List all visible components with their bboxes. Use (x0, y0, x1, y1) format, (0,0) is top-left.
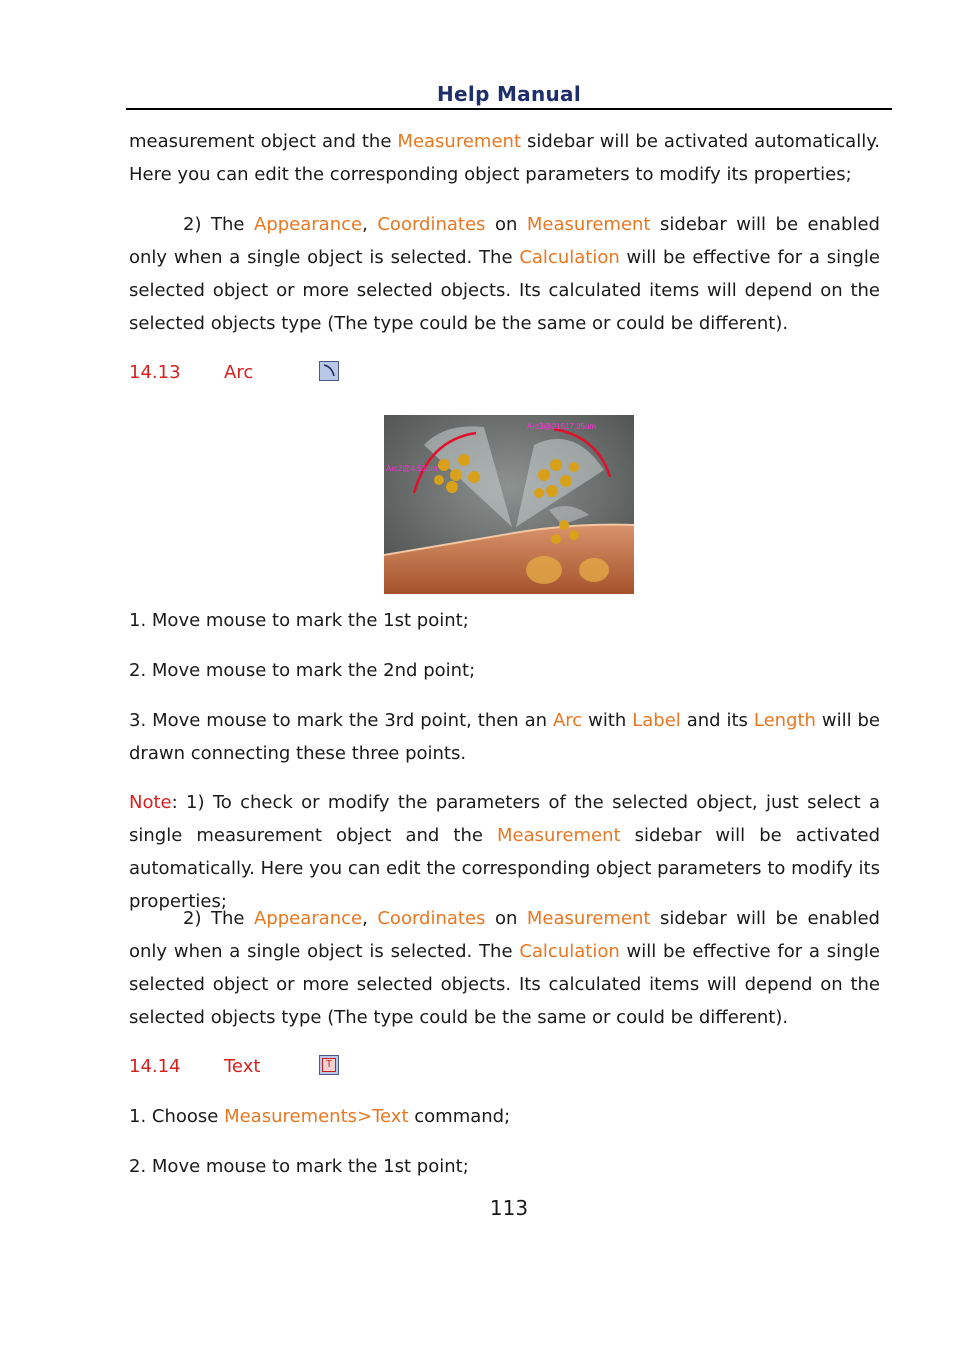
paragraph-appearance (129, 208, 880, 340)
section-title: Text (224, 1056, 261, 1077)
coordinates-term: Coordinates (377, 214, 486, 235)
text-run: : 1) To check or modify the parameters of the selected object, just select a single measurement object and the (129, 792, 880, 846)
text-run: , (362, 214, 378, 235)
text-run: 1. Choose (129, 1106, 225, 1127)
note-paragraph (129, 786, 880, 918)
text-run: 2) The (183, 214, 255, 235)
text-run: 3. Move mouse to mark the 3rd point, then an (129, 710, 553, 731)
arc-label-left: Arc2@4.51um (386, 464, 438, 473)
step-arc-2: 2. Move mouse to mark the 2nd point; (129, 660, 476, 681)
section-title: Arc (224, 362, 254, 383)
section-heading-text (129, 1056, 260, 1077)
text-run: on (485, 908, 527, 929)
text-run: sidebar will be enabled only when a single object is selected. The (129, 908, 880, 962)
page-number: 113 (489, 1196, 529, 1220)
step-arc-1: 1. Move mouse to mark the 1st point; (129, 610, 469, 631)
measurement-term: Measurement (526, 214, 651, 235)
text-tool-icon (319, 1055, 339, 1075)
text-run: will be drawn connecting these three points. (129, 710, 881, 764)
appearance-term: Appearance (254, 908, 363, 929)
text-glyph: T (322, 1058, 336, 1072)
paragraph-measurement-sidebar (129, 125, 880, 191)
text-run: sidebar will be activated automatically. Here you can edit the corresponding object parameters to modify its properties; (129, 131, 880, 185)
note-label: Note (129, 792, 172, 813)
step-text-1 (129, 1100, 880, 1133)
arc-tool-icon (319, 361, 339, 381)
text-run: 2) The (183, 908, 255, 929)
measurement-link: Measurement (397, 131, 521, 152)
header-divider (126, 108, 892, 110)
appearance-term: Appearance (254, 214, 363, 235)
text-run: on (485, 214, 527, 235)
text-run: , (362, 908, 378, 929)
text-run: with (582, 710, 633, 731)
section-heading-arc (129, 362, 253, 383)
microscope-image (384, 415, 634, 594)
arc-glyph (320, 362, 338, 380)
measurement-term: Measurement (526, 908, 651, 929)
arc-label-top: Arc3@21617.35um (527, 422, 597, 431)
text-run: will be effective for a single selected object or more selected objects. Its calculated items will depend on the selected objects type (The type could be the same or could be different). (129, 247, 880, 334)
label-term: Label (632, 710, 681, 731)
step-text-2: 2. Move mouse to mark the 1st point; (129, 1156, 469, 1177)
measurements-text-command: Measurements>Text (224, 1106, 409, 1127)
calculation-term: Calculation (519, 941, 620, 962)
text-run: sidebar will be enabled only when a single object is selected. The (129, 214, 880, 268)
calculation-term: Calculation (519, 247, 620, 268)
section-number: 14.14 (129, 1056, 181, 1077)
header-title: Help Manual (437, 82, 581, 106)
text-run: sidebar will be activated automatically. Here you can edit the corresponding object parameters to modify its properties; (129, 825, 880, 912)
text-run: and its (680, 710, 754, 731)
arc-term: Arc (552, 710, 583, 731)
length-term: Length (753, 710, 816, 731)
section-number: 14.13 (129, 362, 181, 383)
coordinates-term: Coordinates (377, 908, 486, 929)
measurement-term: Measurement (497, 825, 621, 846)
paragraph-appearance-2 (129, 902, 880, 1034)
text-run: will be effective for a single selected object or more selected objects. Its calculated items will depend on the selected objects type (The type could be the same or could be different). (129, 941, 880, 1028)
step-arc-3 (129, 704, 880, 770)
text-run: measurement object and the (129, 131, 398, 152)
text-run: command; (408, 1106, 511, 1127)
